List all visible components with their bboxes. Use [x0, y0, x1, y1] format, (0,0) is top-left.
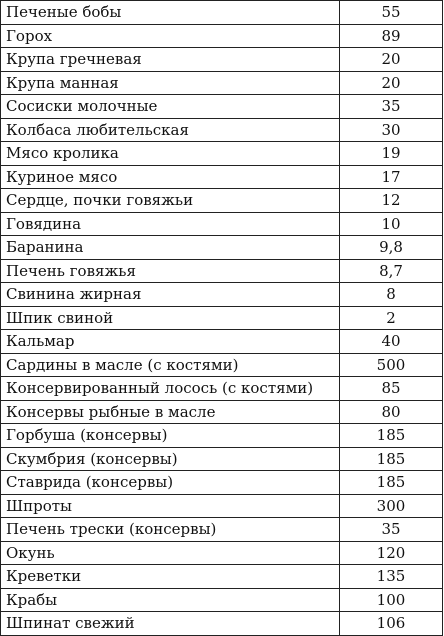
product-name-cell: Печень трески (консервы): [1, 518, 340, 542]
product-name-cell: Шпроты: [1, 494, 340, 518]
table-row: [1, 588, 443, 612]
product-name-cell: Сардины в масле (с костями): [1, 353, 340, 377]
product-name-cell: Печень говяжья: [1, 259, 340, 283]
product-value-cell: 19: [340, 142, 443, 166]
product-value-cell: 8: [340, 283, 443, 307]
product-name-cell: Говядина: [1, 212, 340, 236]
product-value-cell: 120: [340, 541, 443, 565]
product-value-cell: 12: [340, 189, 443, 213]
product-value-cell: 185: [340, 471, 443, 495]
product-value-cell: 40: [340, 330, 443, 354]
table-row: [1, 118, 443, 142]
product-name-cell: Горбуша (консервы): [1, 424, 340, 448]
product-name-cell: Куриное мясо: [1, 165, 340, 189]
product-value-cell: 500: [340, 353, 443, 377]
table-row: [1, 377, 443, 401]
table-row: [1, 48, 443, 72]
table-row: [1, 189, 443, 213]
product-value-cell: 135: [340, 565, 443, 589]
product-name-cell: Окунь: [1, 541, 340, 565]
product-name-cell: Ставрида (консервы): [1, 471, 340, 495]
table-row: [1, 471, 443, 495]
table-row: [1, 330, 443, 354]
table-row: [1, 95, 443, 119]
product-name-cell: Кальмар: [1, 330, 340, 354]
product-name-cell: Шпинат свежий: [1, 612, 340, 636]
product-name-cell: Баранина: [1, 236, 340, 260]
product-value-cell: 20: [340, 71, 443, 95]
table-row: [1, 212, 443, 236]
product-value-cell: 100: [340, 588, 443, 612]
table-row: [1, 1, 443, 25]
product-name-cell: Сосиски молочные: [1, 95, 340, 119]
product-name-cell: Печеные бобы: [1, 1, 340, 25]
product-name-cell: Шпик свиной: [1, 306, 340, 330]
table-row: [1, 236, 443, 260]
product-value-cell: 8,7: [340, 259, 443, 283]
product-value-cell: 55: [340, 1, 443, 25]
product-value-cell: 106: [340, 612, 443, 636]
product-name-cell: Крупа гречневая: [1, 48, 340, 72]
product-value-cell: 2: [340, 306, 443, 330]
product-value-cell: 9,8: [340, 236, 443, 260]
product-name-cell: Скумбрия (консервы): [1, 447, 340, 471]
product-name-cell: Свинина жирная: [1, 283, 340, 307]
table-row: [1, 283, 443, 307]
table-row: [1, 142, 443, 166]
table-row: [1, 400, 443, 424]
product-value-cell: 85: [340, 377, 443, 401]
table-row: [1, 541, 443, 565]
product-name-cell: Креветки: [1, 565, 340, 589]
table-row: [1, 353, 443, 377]
product-name-cell: Крабы: [1, 588, 340, 612]
product-name-cell: Сердце, почки говяжьи: [1, 189, 340, 213]
product-value-cell: 185: [340, 447, 443, 471]
table-row: [1, 612, 443, 636]
product-name-cell: Крупа манная: [1, 71, 340, 95]
product-name-cell: Консервы рыбные в масле: [1, 400, 340, 424]
table-row: [1, 494, 443, 518]
product-value-cell: 30: [340, 118, 443, 142]
product-value-cell: 89: [340, 24, 443, 48]
product-value-cell: 35: [340, 518, 443, 542]
table-row: [1, 518, 443, 542]
table-row: [1, 24, 443, 48]
product-value-cell: 10: [340, 212, 443, 236]
product-value-cell: 20: [340, 48, 443, 72]
table-row: [1, 165, 443, 189]
product-name-cell: Мясо кролика: [1, 142, 340, 166]
table-row: [1, 259, 443, 283]
product-name-cell: Консервированный лосось (с костями): [1, 377, 340, 401]
table-row: [1, 306, 443, 330]
product-value-cell: 300: [340, 494, 443, 518]
product-value-cell: 35: [340, 95, 443, 119]
product-value-cell: 80: [340, 400, 443, 424]
product-name-cell: Горох: [1, 24, 340, 48]
table-body: [1, 1, 443, 636]
table-row: [1, 424, 443, 448]
table-row: [1, 71, 443, 95]
product-name-cell: Колбаса любительская: [1, 118, 340, 142]
table-row: [1, 447, 443, 471]
table-row: [1, 565, 443, 589]
product-value-cell: 185: [340, 424, 443, 448]
product-value-cell: 17: [340, 165, 443, 189]
